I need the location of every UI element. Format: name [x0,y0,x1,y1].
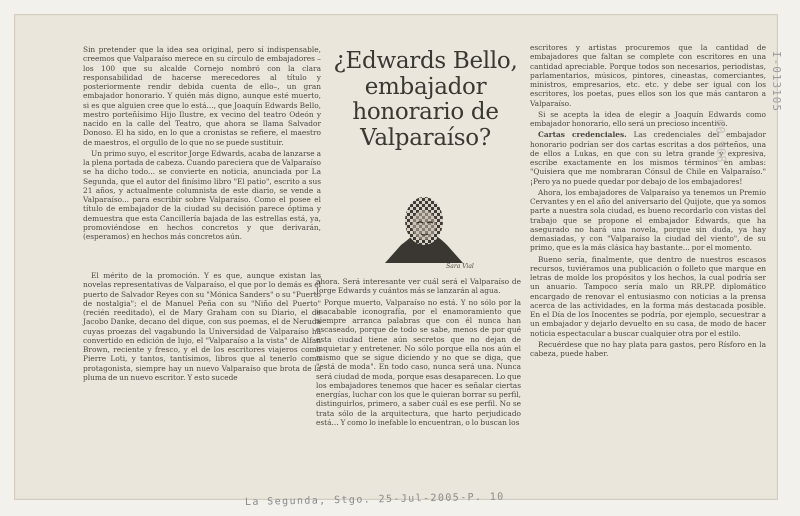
article-paragraph: Un primo suyo, el escritor Jorge Edwards, acaba de lanzarse a la plena portada de cabeza. Cuando pareciera que de Valparaíso se ha dicho todo... se convierte en noticia, anunciada por La Segunda, que el autor del finísimo libro "El patio", escrito a sus 21 años, y actualmente columnista de este diario, se vende a Valparaíso... para escribir sobre Valparaíso. Como el posee el título de embajador de la ciudad su decisión parece óptima y demuestra que esta Cancillería bajada de las estrellas está, ya, promoviéndose en hechos concretos y que derivarán, (esperamos) en hechos más concretos aún. [83,148,321,241]
article-paragraph: El mérito de la promoción. Y es que, aunque existan las novelas representativas de Valparaíso, el que por lo demás es el puerto de Salvador Reyes con su "Mónica Sanders" o su "Puerto de nostalgia"; el de Manuel Peña con su "Niño del Puerto" (recién reeditado), el de Mary Graham con su Diario, el de Jacobo Danke, decano del dique, con sus poemas, el de Neruda cuyas proezas del vagabundo la Universidad de Valparaíso ha convertido en edición de lujo, el "Valparaíso a la vista" de Alfan Brown, reciente y fresco, y el de los escritores viajeros como Pierre Loti, y tantos, tantísimos, libros que al tenerlo como protagonista, siempre hay un nuevo Valparaíso que brota de la pluma de un nuevo escritor. Y esto sucede [83,271,321,382]
handwritten-source-note: La Segunda, Stgo. 25-Jul-2005-P. 10 [244,491,505,508]
article-paragraph: ahora. Será interesante ver cuál será el Valparaíso de Jorge Edwards y cuántos más se lanzarán al agua. [316,277,521,296]
article-text: Las credenciales del embajador honorario podrían ser dos cartas escritas a dos porteños, una de ellos a Lukas, en que con su letra grande y expresiva, escribe exactamente en los mismos términos en ambas: "Quisiera que me nombraran Cónsul de Chile en Valparaíso." ¡Pero ya no puede quedar por debajo de los embajadores! [530,130,766,186]
newspaper-clipping [14,14,783,508]
article-headline: ¿Edwards Bello, embajador honorario de Valparaíso? [333,48,518,151]
article-paragraph: Bueno sería, finalmente, que dentro de nuestros escasos recursos, tuviéramos una publicación o folleto que marque en letras de molde los propósitos y los hechos, la cual podría ser un anuario. Tampoco sería malo un RR.PP. diplomático encargado de renovar el entusiasmo con noticias a la prensa acerca de las actividades, en la forma más destacada posible. En el Día de los Inocentes se podría, por ejemplo, secuestrar a un embajador y dejarlo devuelto en su casa, de modo de hacer noticia espectacular a buscar cualquier otra por el estilo. [530,254,766,338]
author-portrait [383,189,465,263]
article-column-2 [316,277,521,427]
article-paragraph: Sin pretender que la idea sea original, pero sí indispensable, creemos que Valparaíso merece en su círculo de embajadores –los 100 que su alcalde Cornejo nombró con la clara responsabilidad de hacerse merecedores al título y posteriormente rendir debida cuenta de ello–, un gran embajador honorario. Y quién más digno, aunque esté muerto, si es que alguien cree que lo está..., que Joaquín Edwards Bello, mestro porteñísimo Hijo Ilustre, ex vecino del teatro Odeón y nacido en la calle del Teatro, que ahora se llama Salvador Donoso. El ha sido, en lo que a cronistas se refiere, el maestro de maestros, el orgullo de lo que no se puede sustituir. [83,45,321,147]
article-paragraph: Ahora, los embajadores de Valparaíso ya tenemos un Premio Cervantes y en el año del aniversario del Quijote, que ya somos parte a nuestra sola ciudad, es bueno recordarlo con vistas del trabajo que se propone el embajador Edwards, que ha asegurado no hará una novela, porque sin duda, ya hay demasiadas, y con "Valparaíso la ciudad del viento", de su primo, que es la más clásica hay bastante... por el momento. [530,187,766,253]
article-column-1 [83,45,321,241]
subheading: Cartas credenciales. [538,130,627,140]
article-paragraph [530,130,766,186]
article-paragraph: Porque muerto, Valparaíso no está. Y no sólo por la inacabable iconografía, por el enamoramiento que siempre arranca palabras que con él nunca han escaseado, porque de todo se sabe, menos de por qué esta ciudad tiene aún secretos que no dejan de inquietar y entretener. No sólo porque ella nos aún el mismo que se sigue diciendo y no que se diga, que "está de moda". En todo caso, nunca será una. Nunca será ciudad de moda, porque esas desaparecen. Lo que los embajadores tenemos que hacer es señalar ciertas energías, luchar con los que le quieran borrar su perfil, distinguirlos, primero, a saber cuál es ese perfil. No se trata sólo de la arquitectura, que harto perjudicado está... Y como lo inefable lo encuentran, o lo buscan los [316,297,521,427]
faint-stamp: 00 908 [713,119,729,163]
photo-credit: Sara Vial [446,263,474,270]
article-column-1-cont [83,271,321,382]
article-column-3 [530,43,766,358]
article-paragraph: Recuérdese que no hay plata para gastos, pero Rísforo en la cabeza, puede haber. [530,339,766,358]
article-paragraph: escritores y artistas procuremos que la cantidad de embajadores que faltan se complete con escritores en una cantidad apreciable. Porque todos son necesarios, periodistas, parlamentarios, músicos, pintores, cineastas, comerciantes, ministros, empresarios, etc. etc. y debe ser igual con los escritores, los poetas, pues ellos son los que más cantaron a Valparaíso. [530,43,766,108]
article-paragraph: Si se acepta la idea de elegir a Joaquín Edwards como embajador honorario, ello será un precioso incentivo. [530,109,766,128]
archive-id-stamp: I-013105 [770,51,783,112]
